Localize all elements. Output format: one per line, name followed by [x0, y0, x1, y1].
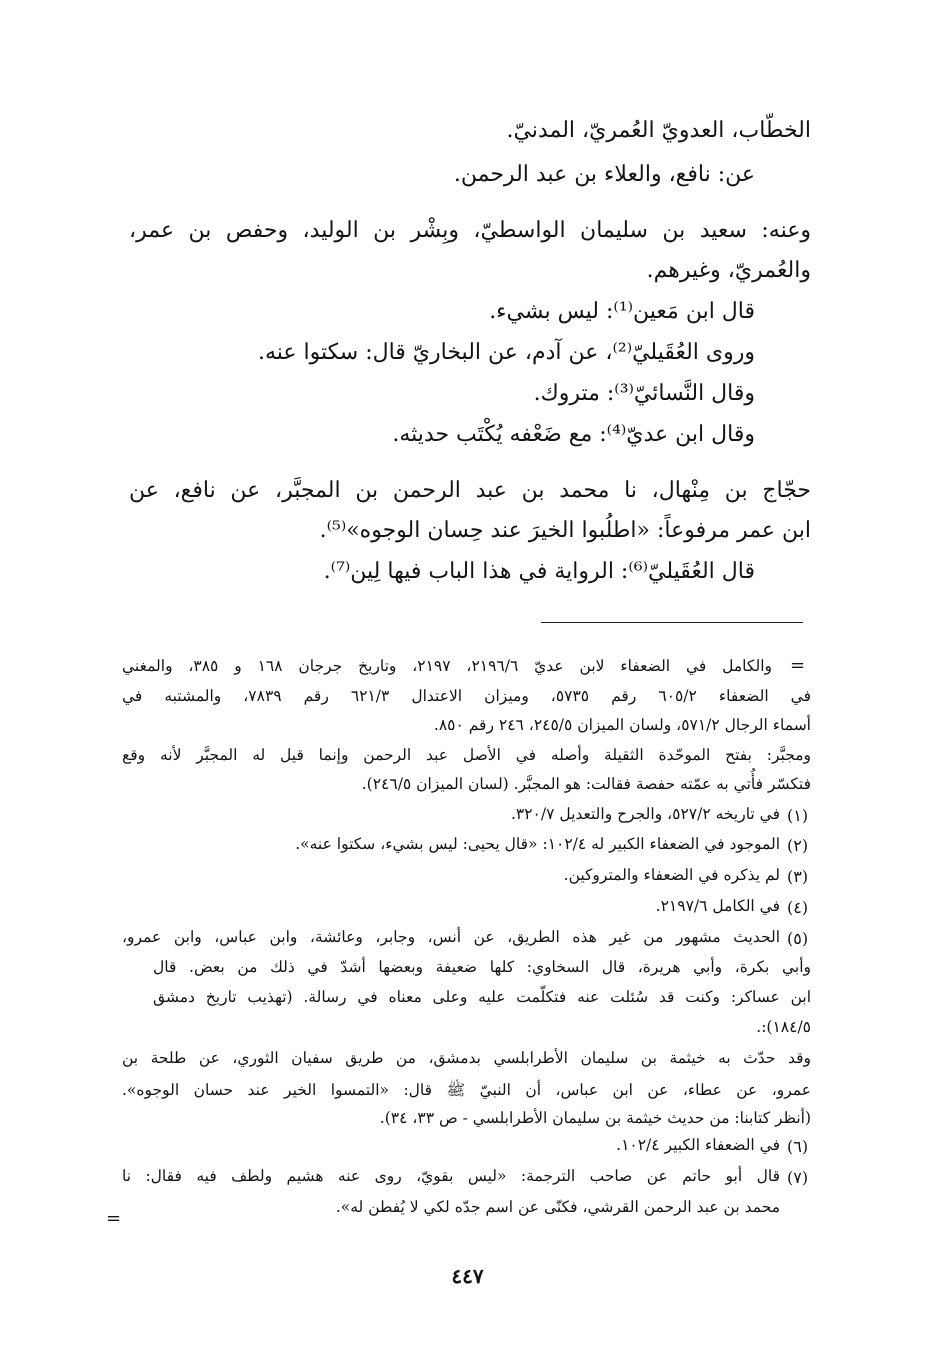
footnote-7-line-1: قال أبو حاتم عن صاحب الترجمة: «ليس بقويّ، روى عنه هشيم ولطف فيه فقال: نا [122, 1167, 780, 1185]
footnote-3-text: لم يذكره في الضعفاء والمتروكين. [563, 866, 780, 884]
footnote-carry-line-3: أسماء الرجال ٥٧١/٢، ولسان الميزان ٢٤٥/٥، ٢٤٦ رقم ٨٥٠. [433, 716, 811, 734]
page-number: ٤٤٧ [451, 1264, 484, 1288]
continues-mark: = [106, 1208, 122, 1229]
body-line-6: وروى العُقَيليّ⁽²⁾، عن آدم، عن البخاريّ قال: سكتوا عنه. [257, 340, 755, 365]
footnote-carry-line-1: والكامل في الضعفاء لابن عديّ ٢١٩٦/٦، ٢١٩٧، وتاريخ جرجان ١٦٨ و ٣٨٥، والمغني [122, 657, 772, 675]
footnote-carry-line-2: في الضعفاء ٦٠٥/٢ رقم ٥٧٣٥، وميزان الاعتدال ٦٢١/٣ رقم ٧٨٣٩، والمشتبه في [122, 687, 811, 705]
footnote-7-number: (٧) [787, 1168, 809, 1187]
footnote-2-text: الموجود في الضعفاء الكبير له ١٠٢/٤: «قال يحيى: ليس بشيء، سكتوا عنه». [295, 835, 780, 853]
body-line-3: وعنه: سعيد بن سليمان الواسطيّ، وبِشْر بن الوليد، وحفص بن عمر، [129, 218, 811, 243]
footnote-5-line-5: وقد حدّث به خيثمة بن سليمان الأطرابلسي بدمشق، من طريق سفيان الثوري، عن طلحة بن [122, 1049, 811, 1067]
footnote-5-line-3: ابن عساكر: وكنت قد سُئلت عنه فتكلّمت عليه وعلى معناه في رسالة. (تهذيب تاريخ دمشق [153, 988, 811, 1006]
carry-over-mark: = [790, 655, 806, 676]
body-line-7: وقال النَّسائيّ⁽³⁾: متروك. [533, 381, 755, 406]
body-line-11: قال العُقَيليّ⁽⁶⁾: الرواية في هذا الباب فيها لِين⁽⁷⁾. [323, 559, 755, 584]
footnote-5-number: (٥) [787, 929, 809, 948]
body-line-5: قال ابن مَعين⁽¹⁾: ليس بشيء. [489, 299, 755, 324]
footnote-5-line-2: وأبي بكرة، وأبي هريرة، قال السخاوي: كلها ضعيفة وبعضها أشدّ في ذلك من بعض. قال [153, 958, 811, 976]
footnote-separator [541, 622, 803, 623]
footnote-6-number: (٦) [787, 1137, 809, 1156]
body-line-2: عن: نافع، والعلاء بن عبد الرحمن. [453, 162, 755, 187]
footnote-2-number: (٢) [787, 836, 809, 855]
footnote-1-number: (١) [787, 806, 809, 825]
footnote-7-line-2: محمد بن عبد الرحمن القرشي، فكنّى عن اسم جدّه لكي لا يُفطن له». [335, 1198, 780, 1216]
body-line-1: الخطّاب، العدويّ العُمريّ، المدنيّ. [506, 118, 811, 143]
footnote-carry-line-4: ومجبَّر: بفتح الموحّدة الثقيلة وأصله في الأصل عبد الرحمن وإنما قيل له المجبَّر لأنه وقع [122, 746, 811, 764]
body-line-9: حجّاج بن مِنْهال، نا محمد بن عبد الرحمن بن المجبَّر، عن نافع، عن [129, 478, 811, 503]
footnote-6-text: في الضعفاء الكبير ١٠٢/٤. [616, 1136, 780, 1154]
footnote-4-text: في الكامل ٢١٩٧/٦. [655, 897, 780, 915]
footnote-5-line-6: عمرو، عن عطاء، عن ابن عباس، أن النبيّ ﷺ قال: «التمسوا الخير عند حسان الوجوه». [122, 1081, 811, 1099]
footnote-5-line-1: الحديث مشهور من غير هذه الطريق، عن أنس، وجابر، وعائشة، وابن عباس، وابن عمرو، [122, 928, 780, 946]
footnote-5-line-7: (أنظر كتابنا: من حديث خيثمة بن سليمان الأطرابلسي - ص ٣٣، ٣٤). [379, 1109, 811, 1127]
body-line-8: وقال ابن عديّ⁽⁴⁾: مع ضَعْفه يُكْتَب حديثه. [392, 422, 755, 447]
footnote-1-text: في تاريخه ٥٢٧/٢، والجرح والتعديل ٣٢٠/٧. [510, 805, 780, 823]
body-line-4: والعُمريّ، وغيرهم. [646, 258, 811, 283]
footnote-carry-line-5: فتكسّر فأُتي به عمّته حفصة فقالت: هو المجبَّر. (لسان الميزان ٢٤٦/٥). [361, 775, 811, 793]
footnote-4-number: (٤) [787, 898, 809, 917]
footnote-3-number: (٣) [787, 867, 809, 886]
footnote-5-line-4: ١٨٤/٥):. [756, 1018, 811, 1036]
body-line-10: ابن عمر مرفوعاً: «اطلُبوا الخيرَ عند حِسان الوجوه»⁽⁵⁾. [319, 518, 811, 543]
